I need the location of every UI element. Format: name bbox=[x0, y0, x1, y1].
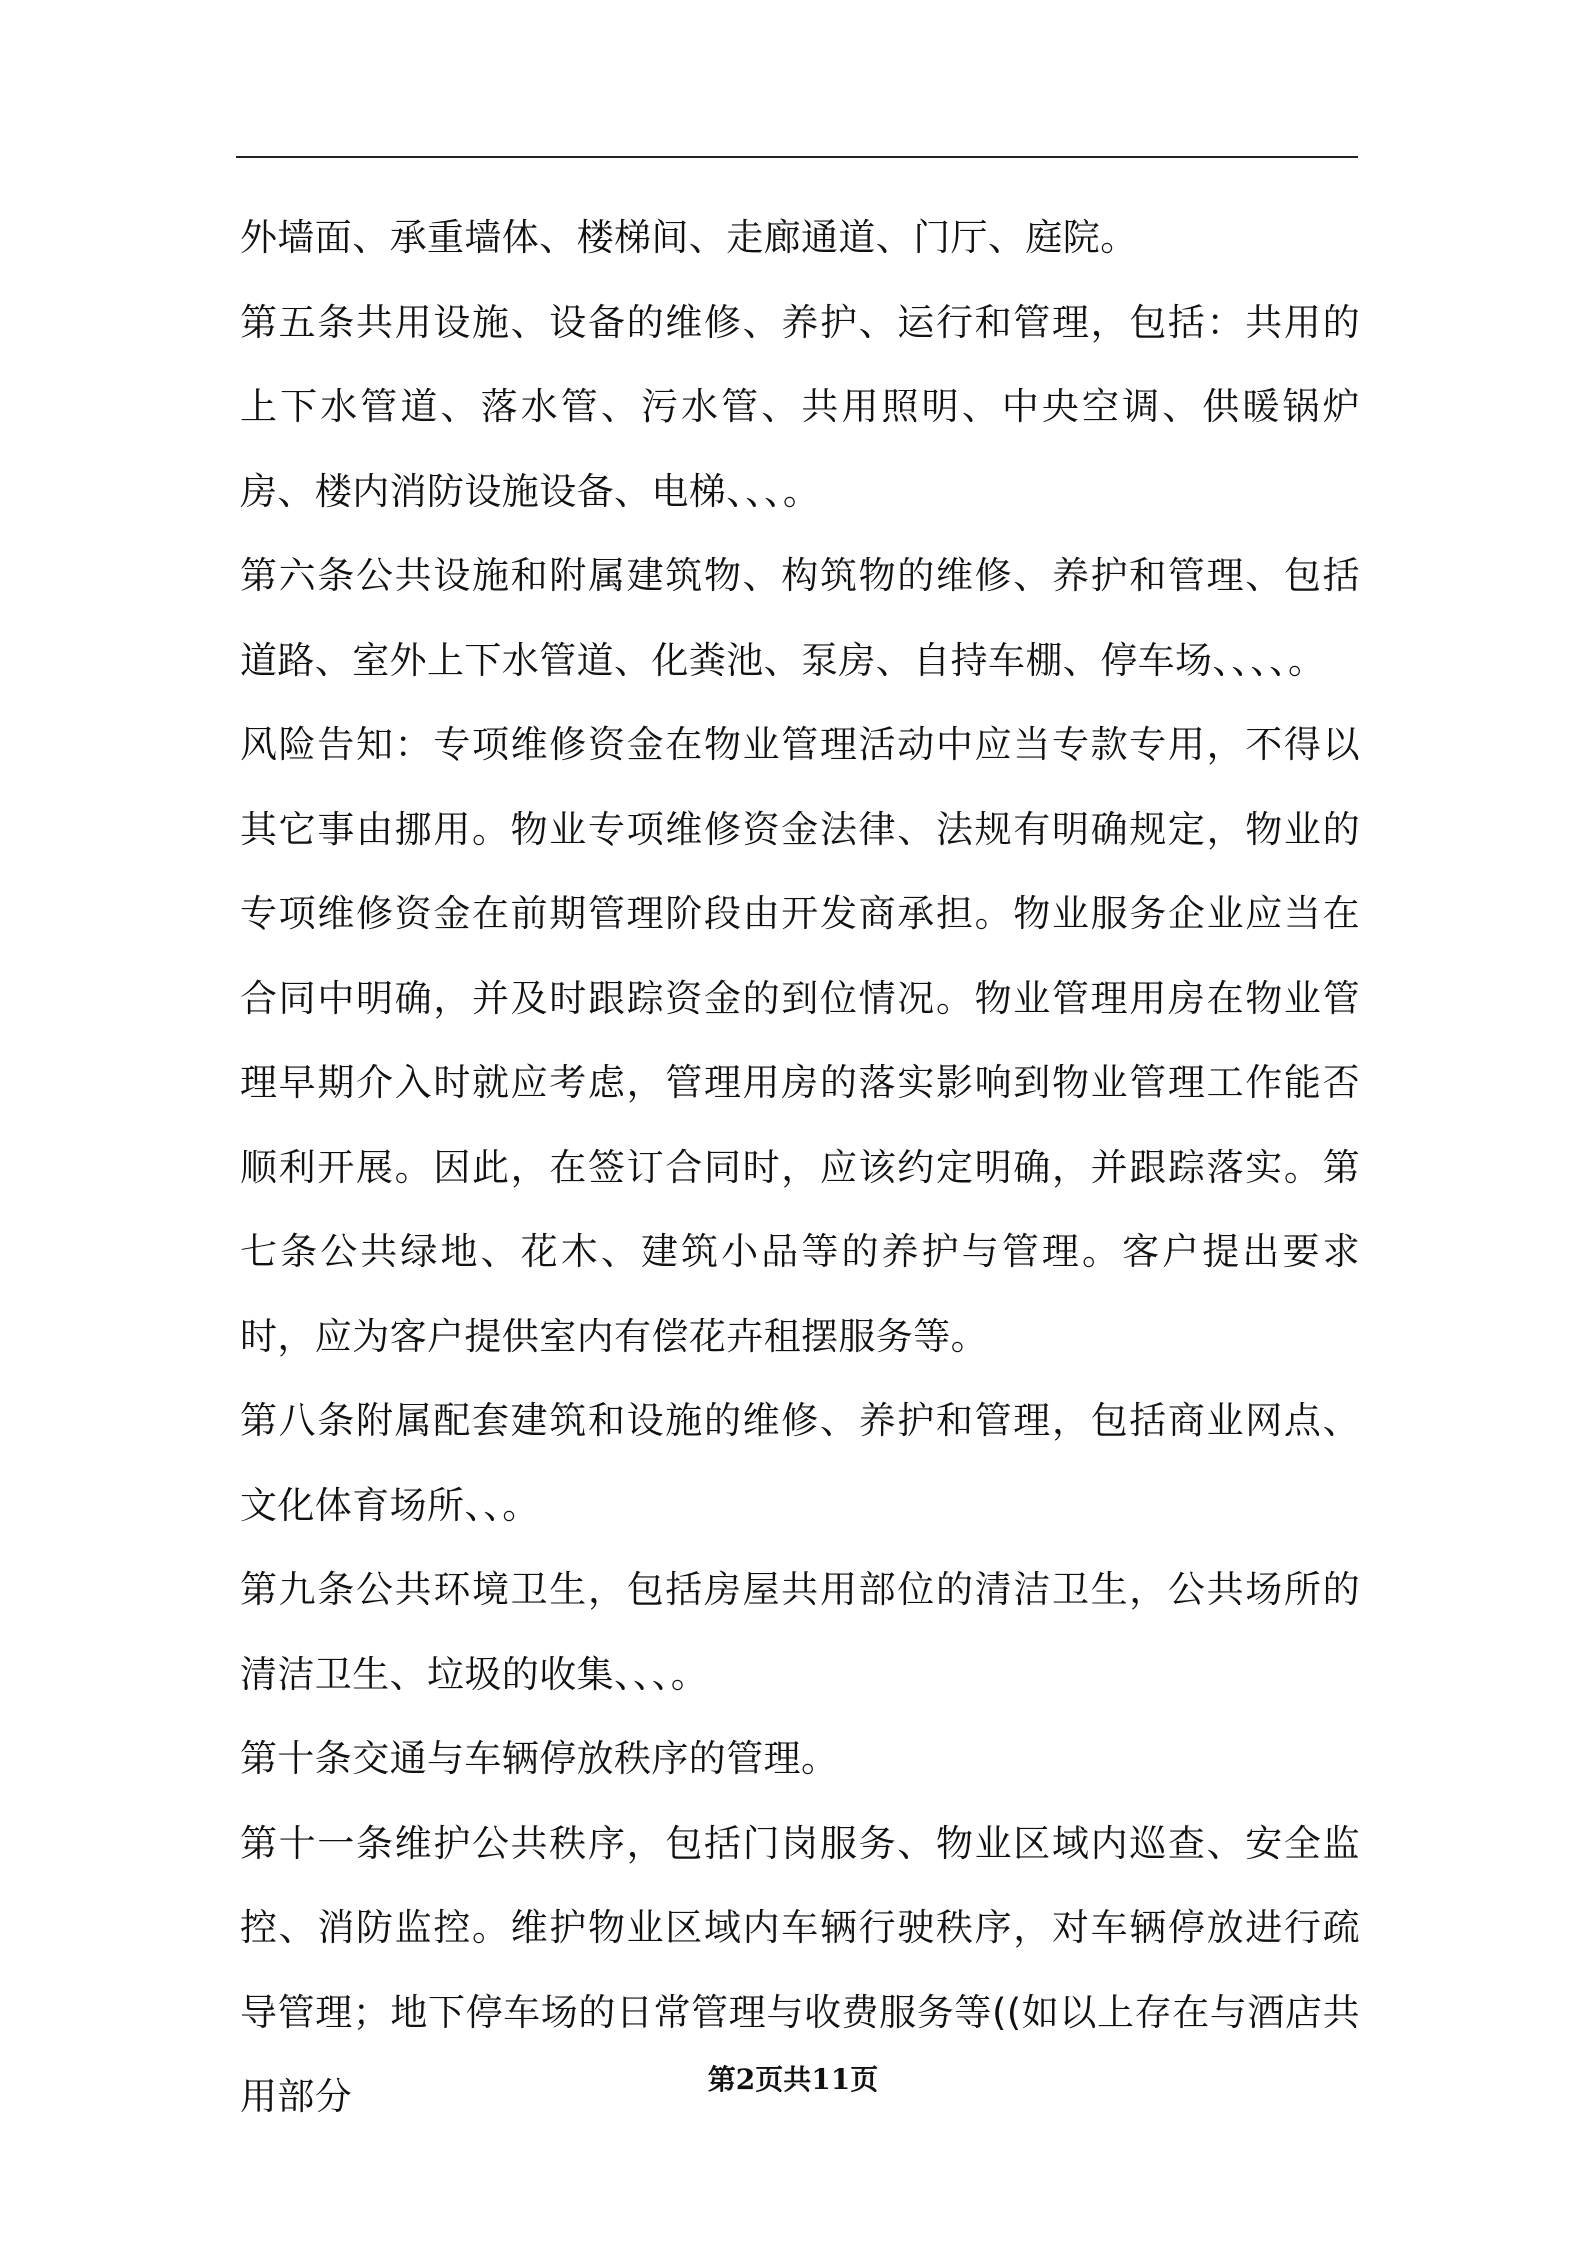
paragraph-article-9: 第九条公共环境卫生，包括房屋共用部位的清洁卫生，公共场所的清洁卫生、垃圾的收集、、、。 bbox=[240, 1568, 1360, 1696]
paragraph-continuation: 外墙面、承重墙体、楼梯间、走廊通道、门厅、庭院。 bbox=[240, 216, 1138, 259]
document-body bbox=[240, 196, 1360, 2140]
header-rule bbox=[236, 156, 1358, 158]
page-number: 第2页共11页 bbox=[707, 2063, 879, 2096]
paragraph-article-5: 第五条共用设施、设备的维修、养护、运行和管理，包括：共用的上下水管道、落水管、污水管、共用照明、中央空调、供暖锅炉房、楼内消防设施设备、电梯、、、。 bbox=[240, 300, 1360, 513]
paragraph-article-10: 第十条交通与车辆停放秩序的管理。 bbox=[240, 1737, 839, 1780]
paragraph-article-8: 第八条附属配套建筑和设施的维修、养护和管理，包括商业网点、文化体育场所、、。 bbox=[240, 1399, 1360, 1527]
paragraph-article-6: 第六条公共设施和附属建筑物、构筑物的维修、养护和管理、包括道路、室外上下水管道、化粪池、泵房、自持车棚、停车场、、、、。 bbox=[240, 554, 1360, 682]
paragraph-article-11: 第十一条维护公共秩序，包括门岗服务、物业区域内巡查、安全监控、消防监控。维护物业区域内车辆行驶秩序，对车辆停放进行疏导管理；地下停车场的日常管理与收费服务等((如以上存在与酒店共用部分 bbox=[240, 1821, 1360, 2118]
paragraph-risk-notice: 风险告知：专项维修资金在物业管理活动中应当专款专用，不得以其它事由挪用。物业专项维修资金法律、法规有明确规定，物业的专项维修资金在前期管理阶段由开发商承担。物业服务企业应当在合同中明确，并及时跟踪资金的到位情况。物业管理用房在物业管理早期介入时就应考虑，管理用房的落实影响到物业管理工作能否顺利开展。因此，在签订合同时，应该约定明确，并跟踪落实。第七条公共绿地、花木、建筑小品等的养护与管理。客户提出要求时，应为客户提供室内有偿花卉租摆服务等。 bbox=[240, 723, 1360, 1358]
